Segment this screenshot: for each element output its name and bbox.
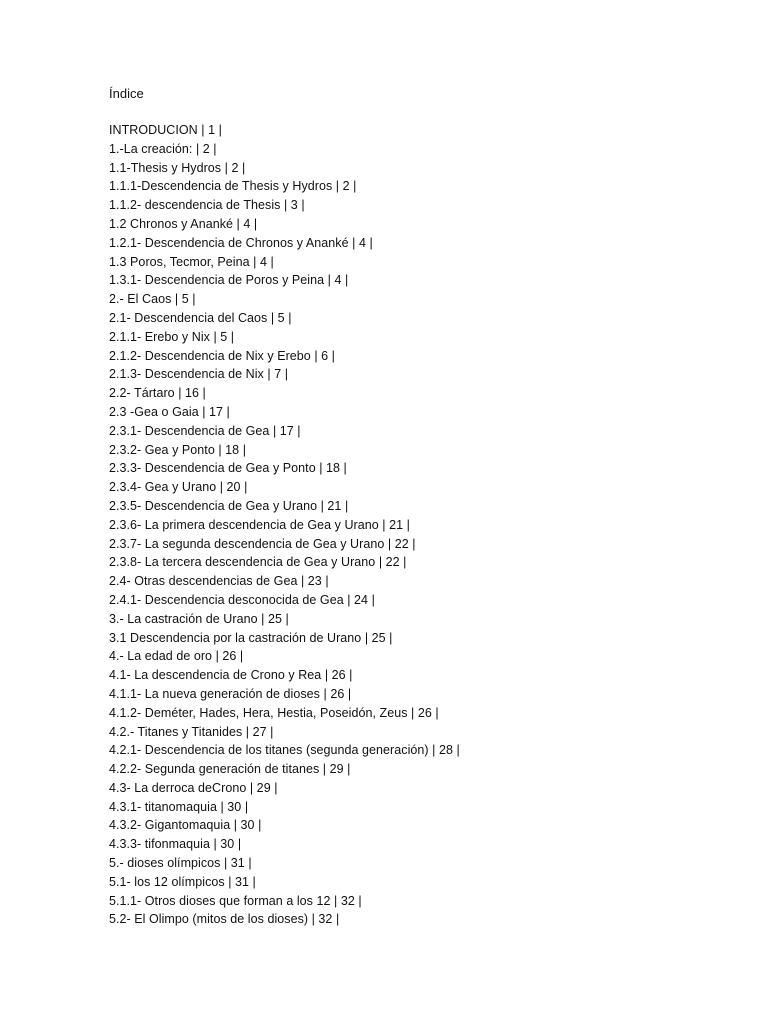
toc-entry: 5.1- los 12 olímpicos | 31 | — [109, 874, 256, 889]
toc-entry: 2.1- Descendencia del Caos | 5 | — [109, 310, 292, 325]
toc-entry: 3.- La castración de Urano | 25 | — [109, 611, 289, 626]
toc-entry: 4.3.1- titanomaquia | 30 | — [109, 799, 249, 814]
toc-entry: 3.1 Descendencia por la castración de Urano | 25 | — [109, 630, 393, 645]
toc-entry: 1.1-Thesis y Hydros | 2 | — [109, 160, 246, 175]
toc-entry: 5.2- El Olimpo (mitos de los dioses) | 32 | — [109, 912, 340, 927]
toc-entry: 2.3.7- La segunda descendencia de Gea y Urano | 22 | — [109, 536, 416, 551]
toc-entry: 2.1.3- Descendencia de Nix | 7 | — [109, 367, 289, 382]
toc-entry: 2.3.3- Descendencia de Gea y Ponto | 18 | — [109, 461, 347, 476]
toc-entry: 2.4.1- Descendencia desconocida de Gea | 24 | — [109, 592, 375, 607]
toc-entry: 2.3.8- La tercera descendencia de Gea y Urano | 22 | — [109, 555, 407, 570]
toc-entry: INTRODUCION | 1 | — [109, 123, 222, 137]
toc-entry: 4.3.3- tifonmaquia | 30 | — [109, 837, 242, 852]
toc-entry: 1.1.1-Descendencia de Thesis y Hydros | 2 | — [109, 179, 357, 194]
toc-entry: 2.1.2- Descendencia de Nix y Erebo | 6 | — [109, 348, 335, 363]
toc-entry: 2.- El Caos | 5 | — [109, 292, 196, 307]
toc-entry: 4.2.2- Segunda generación de titanes | 29 | — [109, 762, 351, 777]
toc-entry: 1.-La creación: | 2 | — [109, 141, 217, 156]
toc-entry: 4.3- La derroca deCrono | 29 | — [109, 780, 278, 795]
toc-entry: 1.3.1- Descendencia de Poros y Peina | 4 | — [109, 273, 349, 288]
toc-entry: 2.3.1- Descendencia de Gea | 17 | — [109, 423, 301, 438]
toc-entry: 4.2.1- Descendencia de los titanes (segunda generación) | 28 | — [109, 743, 460, 758]
toc-entry: 1.3 Poros, Tecmor, Peina | 4 | — [109, 254, 274, 269]
toc-entry: 2.2- Tártaro | 16 | — [109, 386, 206, 401]
toc-entry: 2.3.4- Gea y Urano | 20 | — [109, 480, 248, 495]
toc-entry: 4.3.2- Gigantomaquia | 30 | — [109, 818, 262, 833]
toc-entry: 4.- La edad de oro | 26 | — [109, 649, 244, 664]
page-title: Índice — [109, 86, 144, 101]
toc-entry: 4.1.1- La nueva generación de dioses | 26 | — [109, 686, 352, 701]
toc-entry: 4.2.- Titanes y Titanides | 27 | — [109, 724, 274, 739]
toc-entry: 1.2.1- Descendencia de Chronos y Ananké | 4 | — [109, 235, 373, 250]
toc-entry: 4.1.2- Deméter, Hades, Hera, Hestia, Poseidón, Zeus | 26 | — [109, 705, 439, 720]
toc-entry: 2.4- Otras descendencias de Gea | 23 | — [109, 574, 329, 589]
toc-entry: 2.3.2- Gea y Ponto | 18 | — [109, 442, 246, 457]
toc-entry: 2.3 -Gea o Gaia | 17 | — [109, 404, 230, 419]
toc-entry: 2.3.5- Descendencia de Gea y Urano | 21 | — [109, 498, 349, 513]
toc-entry: 2.3.6- La primera descendencia de Gea y Urano | 21 | — [109, 517, 410, 532]
toc-entry: 1.2 Chronos y Ananké | 4 | — [109, 216, 258, 231]
table-of-contents — [109, 121, 729, 929]
document-page — [109, 84, 729, 929]
toc-entry: 5.- dioses olímpicos | 31 | — [109, 856, 252, 871]
toc-entry: 4.1- La descendencia de Crono y Rea | 26 | — [109, 668, 353, 683]
toc-entry: 2.1.1- Erebo y Nix | 5 | — [109, 329, 235, 344]
toc-entry: 1.1.2- descendencia de Thesis | 3 | — [109, 198, 305, 213]
toc-entry: 5.1.1- Otros dioses que forman a los 12 | 32 | — [109, 893, 362, 908]
